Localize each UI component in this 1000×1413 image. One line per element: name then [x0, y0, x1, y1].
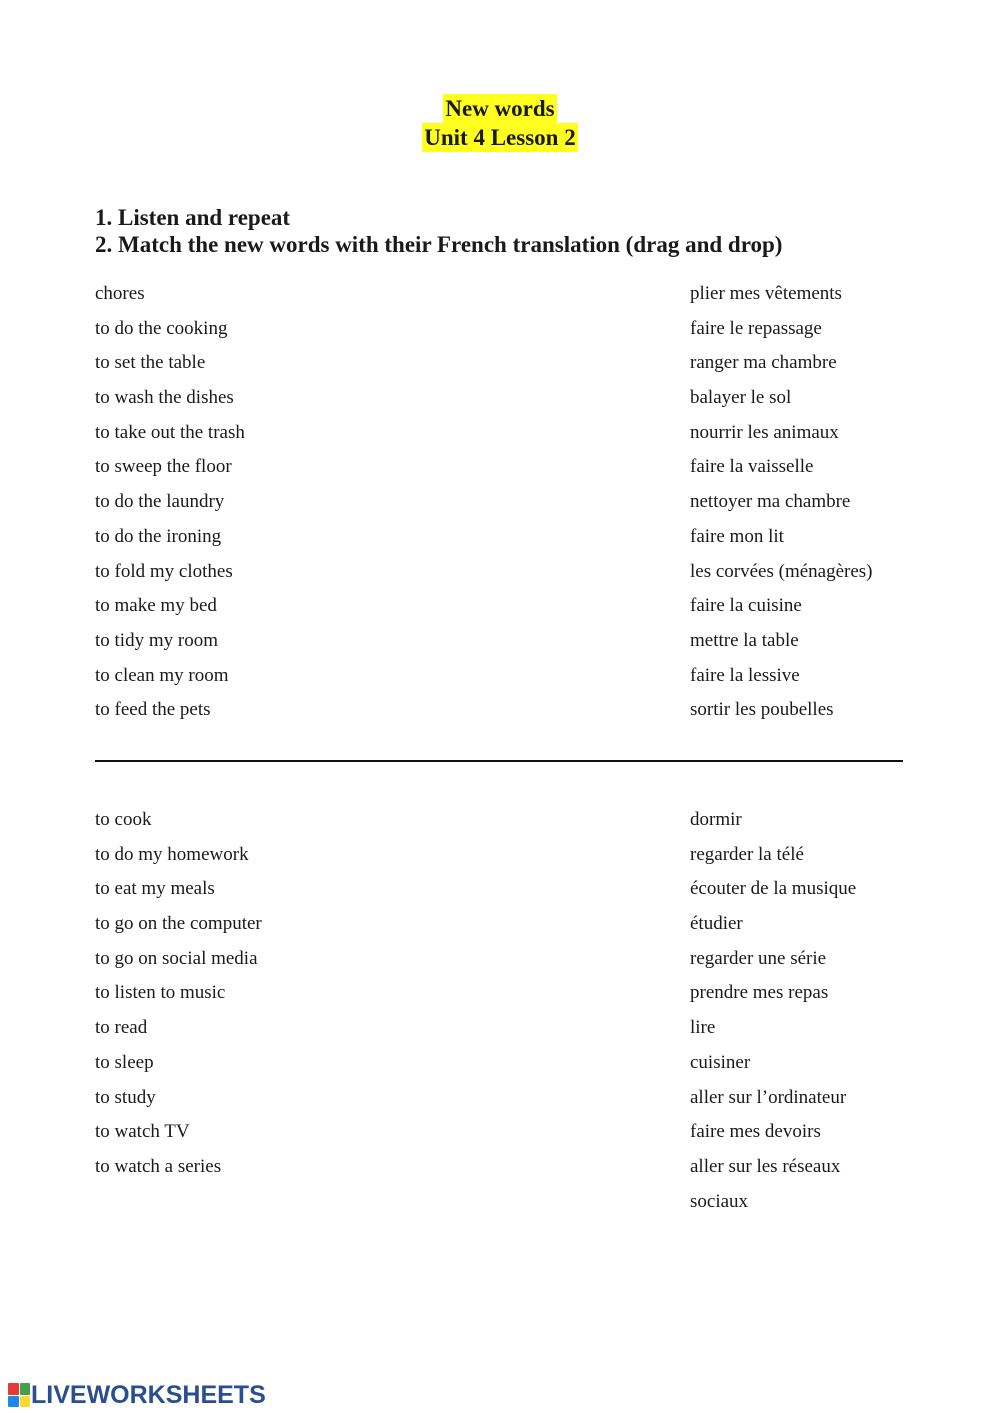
french-translation[interactable]: faire mes devoirs	[690, 1121, 821, 1143]
english-word[interactable]: to go on the computer	[95, 913, 262, 935]
english-word[interactable]: to do the laundry	[95, 491, 225, 513]
english-word[interactable]: to cook	[95, 809, 152, 830]
english-word[interactable]: to watch a series	[95, 1155, 222, 1177]
logo-square-green	[20, 1383, 31, 1395]
english-word[interactable]: to eat my meals	[95, 878, 215, 900]
title-line-1: New words	[445, 96, 555, 121]
english-word[interactable]: to go on social media	[95, 947, 258, 969]
english-word[interactable]: to do the cooking	[95, 317, 228, 339]
french-translation[interactable]: aller sur les réseaux	[690, 1155, 841, 1177]
french-translation[interactable]: les corvées (ménagères)	[690, 560, 873, 582]
french-translation[interactable]: faire la lessive	[690, 664, 800, 686]
english-word[interactable]: to clean my room	[95, 664, 229, 686]
english-word[interactable]: to do my homework	[95, 843, 249, 865]
english-word[interactable]: to make my bed	[95, 595, 217, 617]
french-translation[interactable]: regarder la télé	[690, 843, 804, 865]
english-word[interactable]: to watch TV	[95, 1121, 190, 1143]
english-word[interactable]: to do the ironing	[95, 525, 222, 547]
section-divider	[95, 760, 903, 762]
french-translation-continued: sociaux	[690, 1190, 749, 1212]
logo-square-yellow	[20, 1396, 31, 1408]
english-word[interactable]: to study	[95, 1086, 156, 1108]
logo-square-blue	[8, 1396, 19, 1408]
french-translation[interactable]: faire la vaisselle	[690, 456, 814, 478]
section1-english-list	[95, 277, 245, 728]
instructions	[95, 204, 782, 258]
french-translation[interactable]: étudier	[690, 913, 743, 935]
english-word[interactable]: to feed the pets	[95, 699, 211, 721]
liveworksheets-logo-icon	[8, 1383, 30, 1407]
french-translation[interactable]: ranger ma chambre	[690, 352, 837, 374]
french-translation[interactable]: écouter de la musique	[690, 878, 857, 900]
french-translation[interactable]: plier mes vêtements	[690, 283, 842, 304]
french-translation[interactable]: nettoyer ma chambre	[690, 491, 851, 513]
french-translation[interactable]: sortir les poubelles	[690, 699, 834, 721]
english-word[interactable]: chores	[95, 283, 145, 304]
instruction-step-2: 2. Match the new words with their French translation (drag and drop)	[95, 232, 783, 257]
section2-english-list	[95, 803, 262, 1185]
french-translation[interactable]: faire mon lit	[690, 525, 784, 547]
french-translation[interactable]: faire le repassage	[690, 317, 822, 339]
french-translation[interactable]: cuisiner	[690, 1051, 751, 1073]
english-word[interactable]: to fold my clothes	[95, 560, 233, 582]
french-translation[interactable]: balayer le sol	[690, 387, 792, 409]
english-word[interactable]: to take out the trash	[95, 421, 245, 443]
logo-square-red	[8, 1383, 19, 1395]
french-translation[interactable]: regarder une série	[690, 947, 827, 969]
french-translation[interactable]: aller sur l’ordinateur	[690, 1086, 847, 1108]
french-translation[interactable]: dormir	[690, 809, 742, 830]
french-translation[interactable]: lire	[690, 1017, 716, 1039]
english-word[interactable]: to listen to music	[95, 982, 226, 1004]
french-translation[interactable]: nourrir les animaux	[690, 421, 839, 443]
english-word[interactable]: to tidy my room	[95, 629, 218, 651]
section1-french-list	[690, 277, 873, 728]
english-word[interactable]: to set the table	[95, 352, 206, 374]
section2-french-list	[690, 803, 856, 1219]
page-title	[0, 94, 1000, 152]
english-word[interactable]: to sleep	[95, 1051, 154, 1073]
liveworksheets-logo[interactable]	[8, 1382, 266, 1408]
english-word[interactable]: to wash the dishes	[95, 387, 234, 409]
french-translation[interactable]: prendre mes repas	[690, 982, 829, 1004]
english-word[interactable]: to sweep the floor	[95, 456, 232, 478]
instruction-step-1: 1. Listen and repeat	[95, 205, 291, 230]
liveworksheets-brand-text: LIVEWORKSHEETS	[31, 1380, 266, 1409]
english-word[interactable]: to read	[95, 1017, 148, 1039]
french-translation[interactable]: faire la cuisine	[690, 595, 802, 617]
french-translation[interactable]: mettre la table	[690, 629, 799, 651]
title-line-2: Unit 4 Lesson 2	[424, 125, 576, 150]
